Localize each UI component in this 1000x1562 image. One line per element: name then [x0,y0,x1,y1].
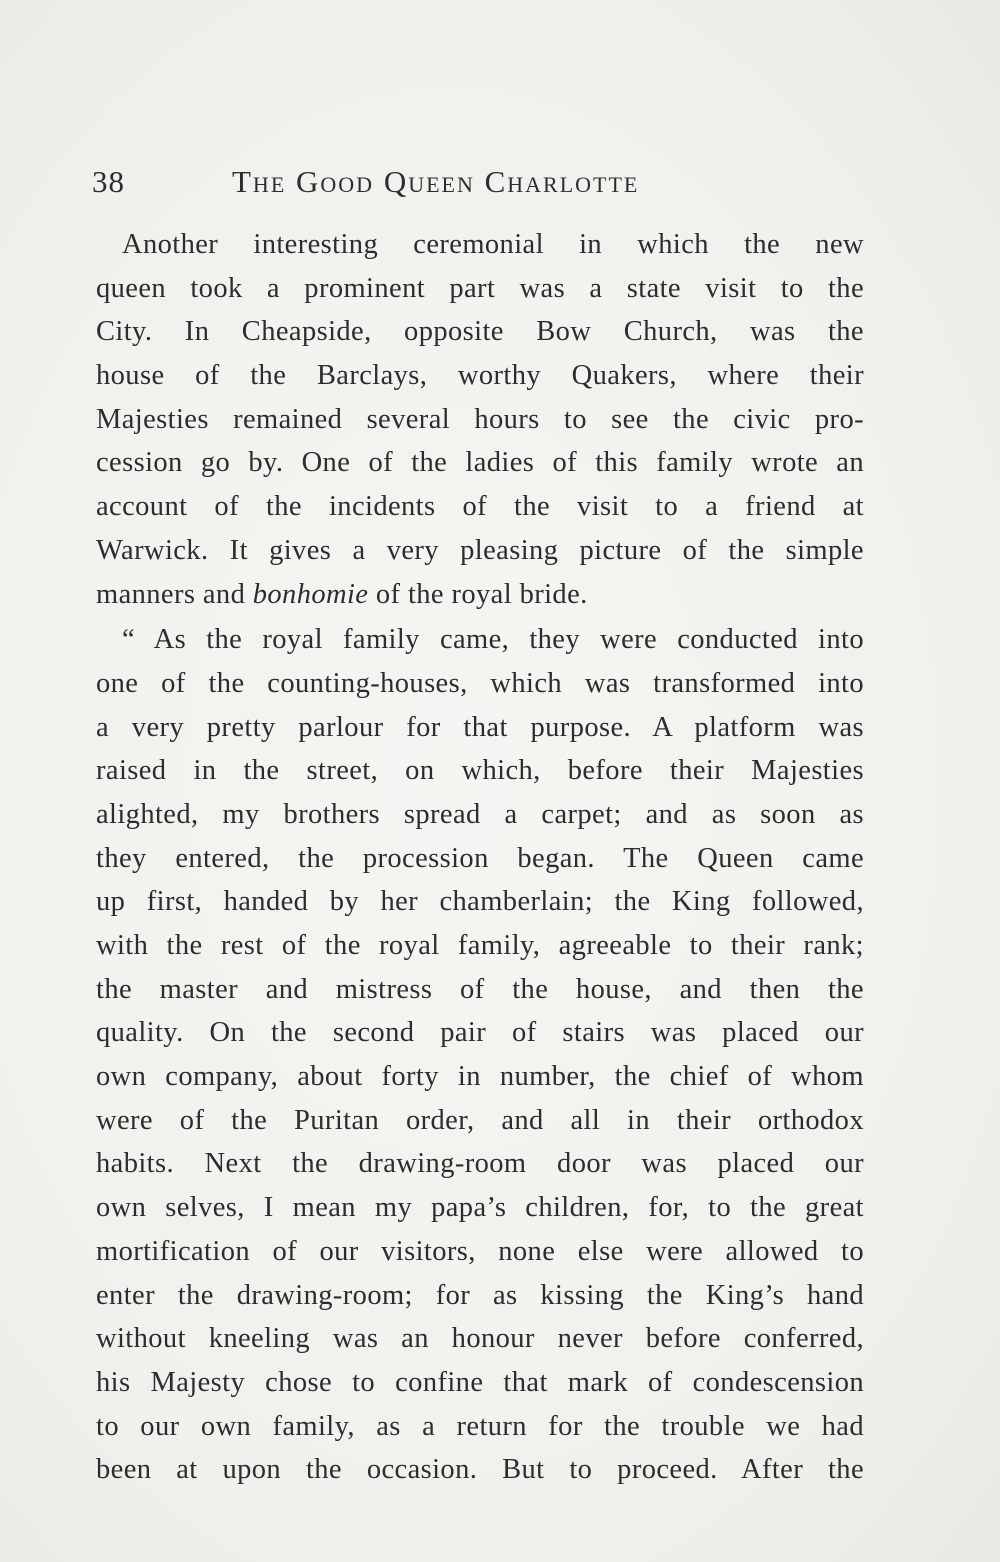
text-line-final [96,573,864,617]
text-fragment: manners and [96,578,253,610]
italic-term: bonhomie [252,578,369,610]
text-line: house of the Barclays, worthy Quakers, where their [96,360,864,392]
text-line: been at upon the occasion. But to proceed. After the [96,1454,864,1486]
text-line: queen took a prominent part was a state visit to the [96,272,864,304]
body-text [96,223,864,1492]
text-line: Warwick. It gives a very pleasing picture of the simple [96,534,864,566]
text-line: own selves, I mean my papa’s children, for, to the great [96,1192,864,1224]
text-line: mortification of our visitors, none else were allowed to [96,1235,864,1267]
text-line: to our own family, as a return for the trouble we had [96,1410,864,1442]
text-line: City. In Cheapside, opposite Bow Church, was the [96,316,864,348]
text-fragment: of the royal bride. [368,578,588,610]
text-line: enter the drawing-room; for as kissing the King’s hand [96,1279,864,1311]
paragraph-1 [96,223,864,616]
text-line: the master and mistress of the house, and then the [96,973,864,1005]
text-line: one of the counting-houses, which was transformed into [96,667,864,699]
text-line: alighted, my brothers spread a carpet; and as soon as [96,798,864,830]
text-line: habits. Next the drawing-room door was placed our [96,1148,864,1180]
text-line: his Majesty chose to confine that mark of condescension [96,1366,864,1398]
text-line: with the rest of the royal family, agreeable to their rank; [96,930,864,961]
text-line: raised in the street, on which, before their Majesties [96,755,864,787]
text-line: Another interesting ceremonial in which the new [122,229,864,260]
page-number: 38 [92,164,125,199]
text-line: up first, handed by her chamberlain; the King followed, [96,886,864,918]
text-line: Majesties remained several hours to see the civic pro- [96,403,864,435]
text-line: account of the incidents of the visit to a friend at [96,491,864,523]
running-title: The Good Queen Charlotte [232,164,640,199]
text-line: quality. On the second pair of stairs was placed our [96,1017,864,1049]
text-line: they entered, the procession began. The Queen came [96,842,864,874]
text-line: a very pretty parlour for that purpose. A platform was [96,711,864,743]
text-line: “ As the royal family came, they were conducted into [122,624,864,656]
text-line: were of the Puritan order, and all in their orthodox [96,1104,864,1136]
text-line: without kneeling was an honour never before conferred, [96,1323,864,1355]
text-line: own company, about forty in number, the chief of whom [96,1061,864,1093]
text-line: cession go by. One of the ladies of this family wrote an [96,447,864,479]
paragraph-2 [96,618,864,1492]
running-head [92,162,852,202]
